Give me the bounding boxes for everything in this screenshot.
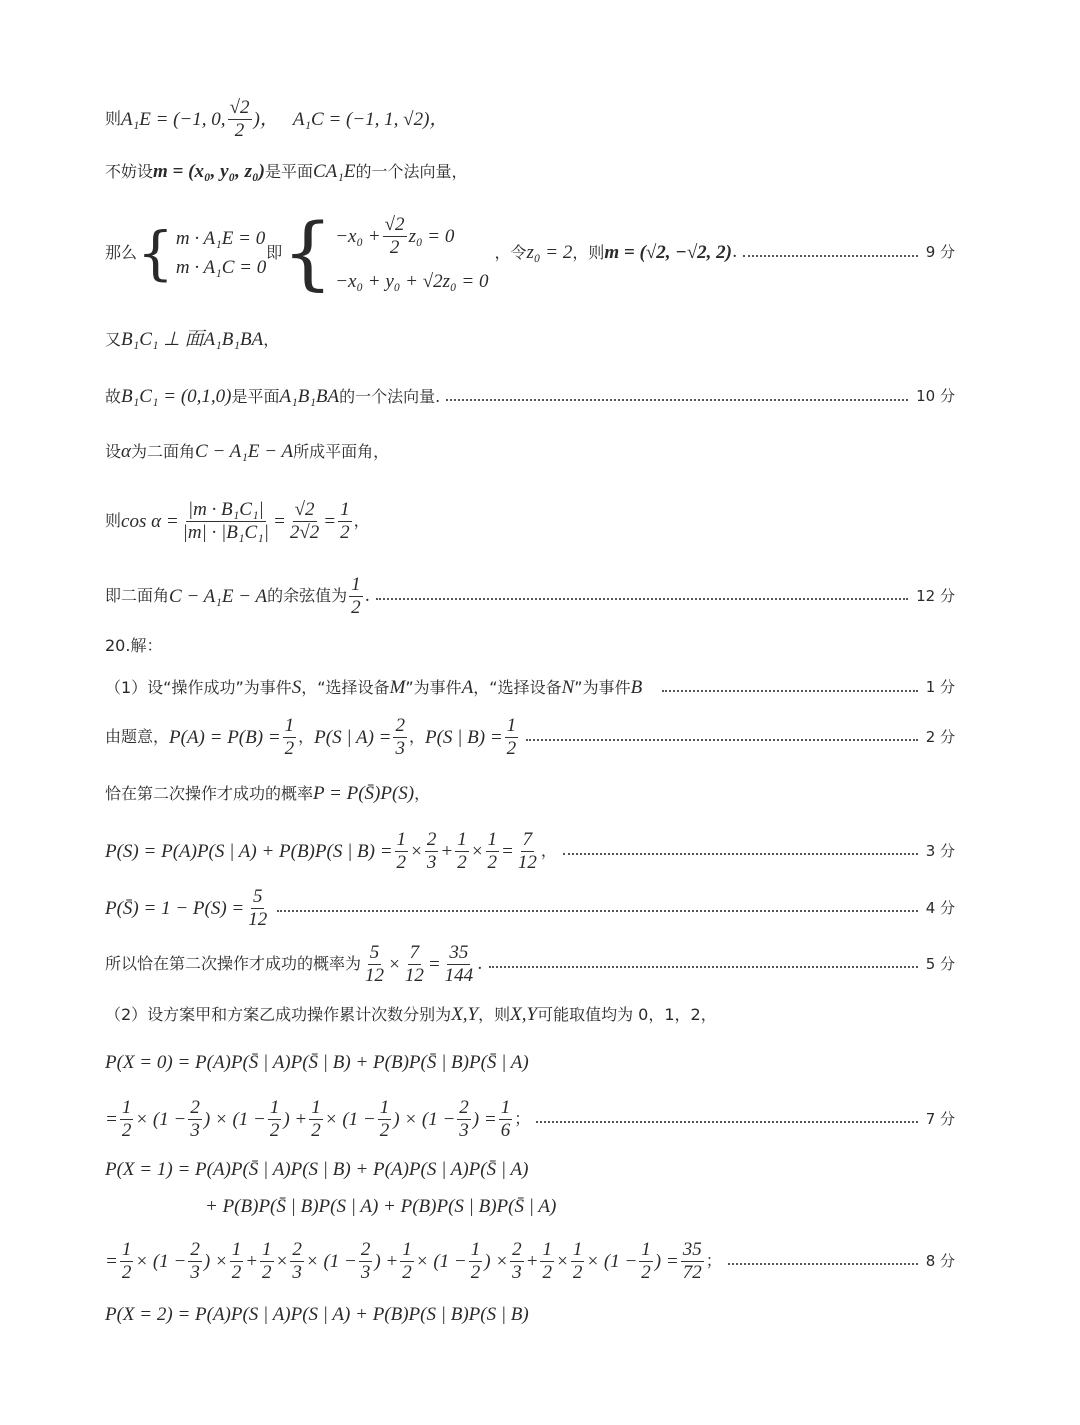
part-2-setup: （2）设方案甲和方案乙成功操作累计次数分别为 X,Y ，则 X,Y 可能取值均为 0，1，2， (105, 1004, 717, 1025)
fraction: $\frac{√2}{2}$ (229, 97, 250, 141)
score-badge: 5 分 (925, 954, 955, 973)
dot-leader (662, 690, 918, 692)
system-1: m · A₁E = 0 m · A₁C = 0 (175, 227, 267, 278)
text: 则 (105, 109, 122, 129)
px0-computation: = $\frac{1}{2}$ × (1 − $\frac{2}{3}$ ) × (1 − $\frac{1}{2}$ ) + $\frac{1}{2}$ × (1 − $\frac{1}{2}$ ) × (1 − $\frac{2}{3}$ ) = $\frac{1}{6}$ ； 7 分 (105, 1097, 955, 1141)
score-badge: 1 分 (925, 678, 955, 696)
left-brace-icon: { (282, 205, 334, 299)
score-badge: 7 分 (925, 1109, 955, 1128)
system-2: −x₀ + $\frac{√2}{2}$ z₀ = 0 −x₀ + y₀ + √2z₀ = 0 (335, 214, 489, 292)
math: A₁E = (−1, 0, (121, 108, 226, 130)
px2-expression: P(X = 2) = P(A)P(S | A)P(S | A) + P(B)P(S | B)P(S | B) (105, 1304, 529, 1325)
normal-vector-b1c1: 故 B₁C₁ = (0,1,0) 是平面 A₁B₁BA 的一个法向量. 10 分 (105, 386, 955, 407)
score-badge: 4 分 (925, 898, 955, 917)
dot-leader (446, 399, 908, 401)
dot-leader (536, 1121, 917, 1123)
cosine-computation: 则 cos α = $\frac{\text{|m · B₁C₁|}}{\text{|m| · |B₁C₁|}}$ = $\frac{√2}{2√2}$ = $\frac{1}{2}$ ， (105, 499, 370, 543)
dot-leader (277, 910, 917, 912)
event-definition: （1）设“操作成功”为事件 S ，“选择设备 M ”为事件 A ，“选择设备 N ”为事件 B 1 分 (105, 677, 955, 698)
angle-definition: 设 α 为二面角 C − A₁E − A 所成平面角， (105, 441, 390, 462)
score-badge: 2 分 (925, 727, 955, 746)
vector-a1e-line (105, 98, 955, 141)
equation-system-line: 那么 { m · A₁E = 0 m · A₁C = 0 即 { −x₀ + $\frac{√2}{2}$ z₀ = 0 −x₀ + y₀ + √2z₀ = 0 ，令 z₀ = 2 ，则 m = (√2, −√2, 2) . 9 分 (105, 205, 955, 299)
problem-20-heading: 20.解： (105, 636, 163, 655)
score-badge: 8 分 (925, 1251, 955, 1270)
math: m = (x₀, y₀, z₀) (153, 161, 265, 182)
ps-computation: P(S) = P(A)P(S | A) + P(B)P(S | B) = $\frac{1}{2}$ × $\frac{2}{3}$ + $\frac{1}{2}$ × $\frac{1}{2}$ = $\frac{7}{12}$ ， 3 分 (105, 829, 955, 873)
dot-leader (489, 966, 918, 968)
cosine-result: 即二面角 C − A₁E − A 的余弦值为 $\frac{1}{2}$ . 12 分 (105, 574, 955, 618)
normal-vector-assumption: 不妨设 m = (x₀, y₀, z₀) 是平面 CA₁E 的一个法向量， (105, 161, 468, 182)
second-success-result: 所以恰在第二次操作才成功的概率为 $\frac{5}{12}$ × $\frac{7}{12}$ = $\frac{35}{144}$ . 5 分 (105, 942, 955, 986)
dot-leader (526, 739, 918, 741)
px0-expression: P(X = 0) = P(A)P(S̄ | A)P(S̄ | B) + P(B)P(S̄ | B)P(S̄ | A) (105, 1052, 529, 1073)
px1-computation: = $\frac{1}{2}$ × (1 − $\frac{2}{3}$ ) × $\frac{1}{2}$ + $\frac{1}{2}$ × $\frac{2}{3}$ × (1 − $\frac{2}{3}$ ) + $\frac{1}{2}$ × (1 − $\frac{1}{2}$ ) × $\frac{2}{3}$ + $\frac{1}{2}$ × $\frac{1}{2}$ × (1 − $\frac{1}{2}$ ) = $\frac{35}{72}$ ； 8 分 (105, 1239, 955, 1283)
ps-complement: P(S̄) = 1 − P(S) = $\frac{5}{12}$ 4 分 (105, 886, 955, 930)
second-success-probability: 恰在第二次操作才成功的概率 P = P(S̄)P(S) ， (105, 783, 431, 804)
score-badge: 12 分 (916, 586, 955, 605)
px1-expression-1: P(X = 1) = P(A)P(S̄ | A)P(S | B) + P(A)P(S | A)P(S̄ | A) (105, 1159, 529, 1180)
dot-leader (563, 853, 918, 855)
given-probabilities: 由题意， P(A) = P(B) = $\frac{1}{2}$ ， P(S | A) = $\frac{2}{3}$ ， P(S | B) = $\frac{1}{2}$ 2 分 (105, 715, 955, 759)
dot-leader (376, 598, 908, 600)
perpendicular-line: 又 B₁C₁ ⊥ 面A₁B₁BA ， (105, 329, 280, 350)
score-badge: 9 分 (925, 243, 955, 262)
dot-leader (743, 255, 917, 257)
math: A₁C = (−1, 1, √2)， (292, 108, 449, 130)
math: )， (253, 108, 279, 130)
left-brace-icon: { (137, 218, 174, 287)
px1-expression-2: + P(B)P(S̄ | B)P(S | A) + P(B)P(S | B)P(S̄ | A) (205, 1196, 557, 1217)
score-badge: 10 分 (916, 387, 955, 405)
score-badge: 3 分 (925, 841, 955, 860)
dot-leader (728, 1263, 918, 1265)
